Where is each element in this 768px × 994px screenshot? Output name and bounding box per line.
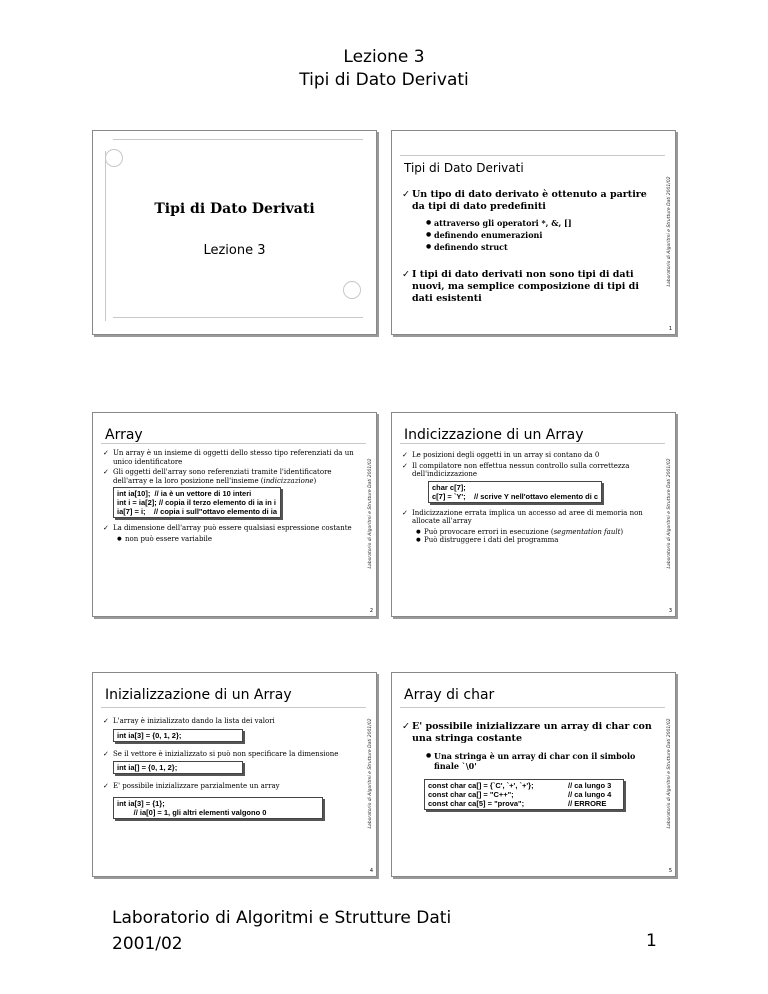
footer-page-number: 1 [646,931,657,951]
sub-bullet: ● Può provocare errori in esecuzione (segmentation fault) [414,528,659,537]
slide-body [402,721,659,810]
sub-bullet: ● attraverso gli operatori *, &, [] [424,217,659,229]
slide-title-text: Tipi di Dato Derivati [404,161,524,175]
sub-bullet: ● definendo enumerazioni [424,229,659,241]
bullet: ✓ Il compilatore non effettua nessun controllo sulla correttezza dell'indicizzazione [402,462,659,479]
code-block: char c[7]; c[7] = `Y'; // scrive Y nell'ottavo elemento di c [428,481,602,503]
slide-3 [391,412,676,617]
bullet: ✓ L'array è inizializzato dando la lista dei valori [103,717,360,726]
sub-bullet: ● Può distruggere i dati del programma [414,536,659,545]
lesson-number: Lezione 3 [343,47,425,67]
sub-bullet: ● Una stringa è un array di char con il simbolo finale `\0' [424,751,659,771]
slide-sidebar: Laboratorio di Algoritmi e Strutture Dati 2001/02 [667,176,672,287]
slide-page-number: 2 [369,608,373,614]
slide-body [103,449,360,543]
lesson-topic: Tipi di Dato Derivati [299,70,469,90]
slide-subtitle: Lezione 3 [203,243,266,258]
bullet: ✓ Un tipo di dato derivato è ottenuto a partire da tipi di dato predefiniti [402,189,659,213]
footer-course: Laboratorio di Algoritmi e Strutture Dati [112,908,452,928]
footer [112,905,451,957]
bullet: ✓ Un array è un insieme di oggetti dello stesso tipo referenziati da un unico identificatore [103,449,360,466]
slide-page-number: 3 [668,608,672,614]
slide-page-number: 5 [668,868,672,874]
code-block: int ia[10]; // ia è un vettore di 10 interi int i = ia[2]; // copia il terzo elemento di ia in i ia[7] = i; // copia i sull"ottavo elemento di ia [113,487,281,518]
slide-page-number: 4 [369,868,373,874]
slide-title [92,130,377,335]
slide-title-text: Array [105,427,143,443]
slide-sidebar: Laboratorio di Algoritmi e Strutture Dati 2001/02 [667,458,672,569]
code-block: int ia[] = {0, 1, 2}; [113,761,243,774]
bullet: ✓ La dimensione dell'array può essere qualsiasi espressione costante [103,524,360,533]
footer-year: 2001/02 [112,934,183,954]
slide-1 [391,130,676,335]
slide-main-title: Tipi di Dato Derivati [154,201,315,217]
slide-sidebar: Laboratorio di Algoritmi e Strutture Dati 2001/02 [368,458,373,569]
code-block: int ia[3] = {0, 1, 2}; [113,729,243,742]
slide-body [402,451,659,545]
bullet: ✓ Se il vettore è inizializzato si può non specificare la dimensione [103,750,360,759]
slide-2 [92,412,377,617]
code-block: int ia[3] = {1}; // ia[0] = 1, gli altri elementi valgono 0 [113,797,323,819]
bullet: ✓ E' possibile inizializzare parzialmente un array [103,782,360,791]
bullet: ✓ Le posizioni degli oggetti in un array si contano da 0 [402,451,659,460]
bullet: ✓ I tipi di dato derivati non sono tipi di dati nuovi, ma semplice composizione di tipi di dati esistenti [402,269,659,305]
bullet: ✓ Gli oggetti dell'array sono referenziati tramite l'identificatore dell'array e la loro posizione nell'insieme (indicizzazione) [103,468,360,485]
slide-body [103,717,360,819]
slide-page-number: 1 [668,326,672,332]
slide-5 [391,672,676,877]
code-block: const char ca[] = {`C', `+', `+'}; // ca lungo 3 const char ca[] = "C++"; // ca lungo 4 const char ca[5] = "prova"; // ERRORE [424,779,624,810]
slide-sidebar: Laboratorio di Algoritmi e Strutture Dati 2001/02 [368,718,373,829]
slide-title-text: Indicizzazione di un Array [404,427,584,443]
slide-title-text: Inizializzazione di un Array [105,687,292,703]
sub-bullet: ● non può essere variabile [115,535,360,544]
slide-title-text: Array di char [404,687,495,703]
slide-4 [92,672,377,877]
slide-body [402,189,659,307]
bullet: ✓ Indicizzazione errata implica un accesso ad aree di memoria non allocate all'array [402,509,659,526]
sub-bullet: ● definendo struct [424,241,659,253]
bullet: ✓ E' possibile inizializzare un array di char con una stringa costante [402,721,659,745]
slide-sidebar: Laboratorio di Algoritmi e Strutture Dati 2001/02 [667,718,672,829]
